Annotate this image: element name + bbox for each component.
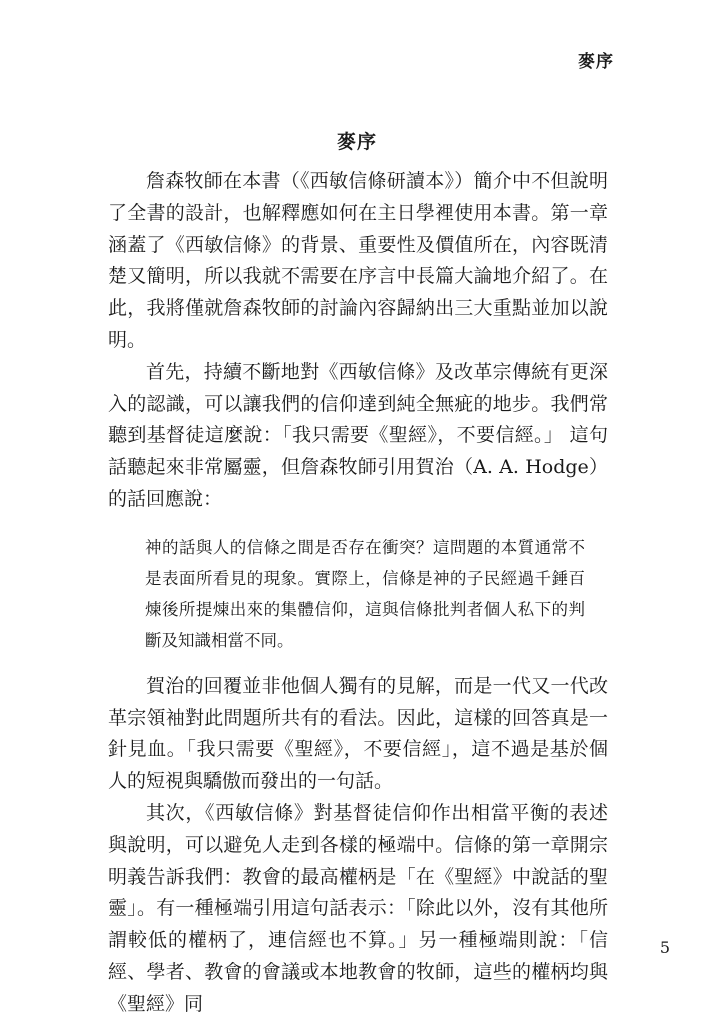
paragraph-intro: 詹森牧師在本書（《西敏信條研讀本》）簡介中不但說明了全書的設計，也解釋應如何在主日學裡使用本書。第一章涵蓋了《西敏信條》的背景、重要性及價值所在，內容既清楚又簡明，所以我就不需要在序言中長篇大論地介紹了。在此，我將僅就詹森牧師的討論內容歸納出三大重點並加以說明。 xyxy=(108,170,608,351)
running-header: 麥序 xyxy=(578,52,614,72)
block-quote: 神的話與人的信條之間是否存在衝突？這問題的本質通常不是表面所看見的現象。實際上，信條是神的子民經過千錘百煉後所提煉出來的集體信仰，這與信條批判者個人私下的判斷及知識相當不同。 xyxy=(145,537,585,650)
paragraph-second-point: 其次，《西敏信條》對基督徒信仰作出相當平衡的表述與說明，可以避免人走到各樣的極端中。信條的第一章開宗明義告訴我們：教會的最高權柄是「在《聖經》中說話的聖靈」。有一種極端引用這句話表示：「除此以外，沒有其他所謂較低的權柄了，連信經也不算。」另一種極端則說：「信經、學者、教會的會議或本地教會的牧師，這些的權柄均與《聖經》同 xyxy=(108,801,608,1015)
paragraph-hodge-reply: 賀治的回覆並非他個人獨有的見解，而是一代又一代改革宗領袖對此問題所共有的看法。因此，這樣的回答真是一針見血。「我只需要《聖經》，不要信經」，這不過是基於個人的短視與驕傲而發出的一句話。 xyxy=(108,674,608,793)
page-number: 5 xyxy=(659,938,670,957)
page-title: 麥序 xyxy=(336,131,377,153)
body-text xyxy=(108,166,608,1021)
paragraph-first-point: 首先，持續不斷地對《西敏信條》及改革宗傳統有更深入的認識，可以讓我們的信仰達到純全無疵的地步。我們常聽到基督徒這麼說：「我只需要《聖經》，不要信經。」 這句話聽起來非常屬靈，但詹森牧師引用賀治（A. A. Hodge）的話回應說： xyxy=(108,360,608,510)
